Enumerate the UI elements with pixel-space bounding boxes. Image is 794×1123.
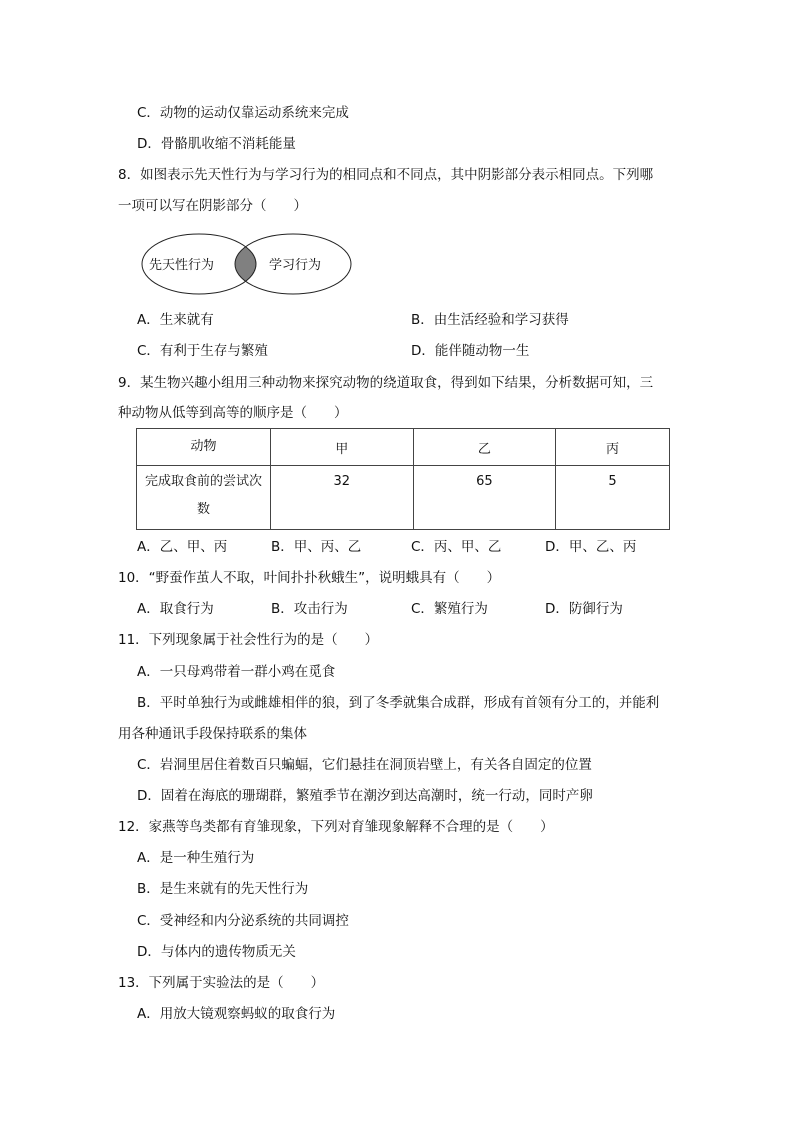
detour-feeding-table (136, 428, 670, 530)
q13-option-a: A．用放大镜观察蚂蚁的取食行为 (137, 1006, 336, 1022)
q9-stem-line2: 种动物从低等到高等的顺序是（ ） (118, 405, 348, 421)
table-cell-jia: 32 (271, 466, 414, 530)
table-cell-yi: 65 (413, 466, 556, 530)
venn-diagram (141, 232, 353, 296)
table-row-label (137, 466, 271, 530)
table-header-jia: 甲 (271, 429, 414, 466)
q9-stem-line1: 9．某生物兴趣小组用三种动物来探究动物的绕道取食，得到如下结果，分析数据可知，三 (118, 375, 654, 391)
table-header-row (137, 429, 670, 466)
q8-option-c: C．有利于生存与繁殖 (137, 343, 268, 359)
q7-option-d: D．骨骼肌收缩不消耗能量 (137, 136, 296, 152)
q10-option-a: A．取食行为 (137, 601, 214, 617)
q8-option-d: D．能伴随动物一生 (411, 343, 530, 359)
q9-option-b: B．甲、丙、乙 (271, 539, 362, 555)
q10-stem: 10．“野蚕作茧人不取，叶间扑扑秋蛾生”，说明蛾具有（ ） (118, 570, 501, 586)
q12-stem: 12．家燕等鸟类都有育雏现象，下列对育雏现象解释不合理的是（ ） (118, 819, 554, 835)
q8-option-b: B．由生活经验和学习获得 (411, 312, 569, 328)
q8-stem-line2: 一项可以写在阴影部分（ ） (118, 198, 307, 214)
venn-left-label: 先天性行为 (149, 258, 215, 273)
q8-stem-line1: 8．如图表示先天性行为与学习行为的相同点和不同点，其中阴影部分表示相同点。下列哪 (118, 167, 654, 183)
q8-option-a: A．生来就有 (137, 312, 214, 328)
q11-option-b-line1: B．平时单独行为或雌雄相伴的狼，到了冬季就集合成群，形成有首领有分工的，并能利 (137, 695, 660, 711)
venn-right-label: 学习行为 (269, 258, 322, 273)
table-header-animal: 动物 (137, 429, 271, 466)
table-row-label-line1: 完成取食前的尝试次 (144, 474, 262, 489)
q11-stem: 11．下列现象属于社会性行为的是（ ） (118, 632, 379, 648)
q10-option-b: B．攻击行为 (271, 601, 348, 617)
table-cell-bing: 5 (556, 466, 670, 530)
table-header-yi: 乙 (413, 429, 556, 466)
q13-stem: 13．下列属于实验法的是（ ） (118, 975, 325, 991)
q11-option-a: A．一只母鸡带着一群小鸡在觅食 (137, 664, 336, 680)
table-header-bing: 丙 (556, 429, 670, 466)
q11-option-b-line2: 用各种通讯手段保持联系的集体 (118, 726, 307, 742)
q9-option-c: C．丙、甲、乙 (411, 539, 502, 555)
table-row (137, 466, 670, 530)
q12-option-b: B．是生来就有的先天性行为 (137, 881, 309, 897)
q11-option-d: D．固着在海底的珊瑚群，繁殖季节在潮汐到达高潮时，统一行动，同时产卵 (137, 788, 593, 804)
q10-option-d: D．防御行为 (545, 601, 623, 617)
table-row-label-line2: 数 (196, 502, 210, 517)
q9-option-d: D．甲、乙、丙 (545, 539, 637, 555)
q12-option-c: C．受神经和内分泌系统的共同调控 (137, 913, 349, 929)
q9-option-a: A．乙、甲、丙 (137, 539, 228, 555)
q12-option-d: D．与体内的遗传物质无关 (137, 944, 296, 960)
q10-option-c: C．繁殖行为 (411, 601, 488, 617)
q12-option-a: A．是一种生殖行为 (137, 850, 255, 866)
q11-option-c: C．岩洞里居住着数百只蝙蝠，它们悬挂在洞顶岩壁上，有关各自固定的位置 (137, 757, 592, 773)
q7-option-c: C．动物的运动仅靠运动系统来完成 (137, 105, 349, 121)
